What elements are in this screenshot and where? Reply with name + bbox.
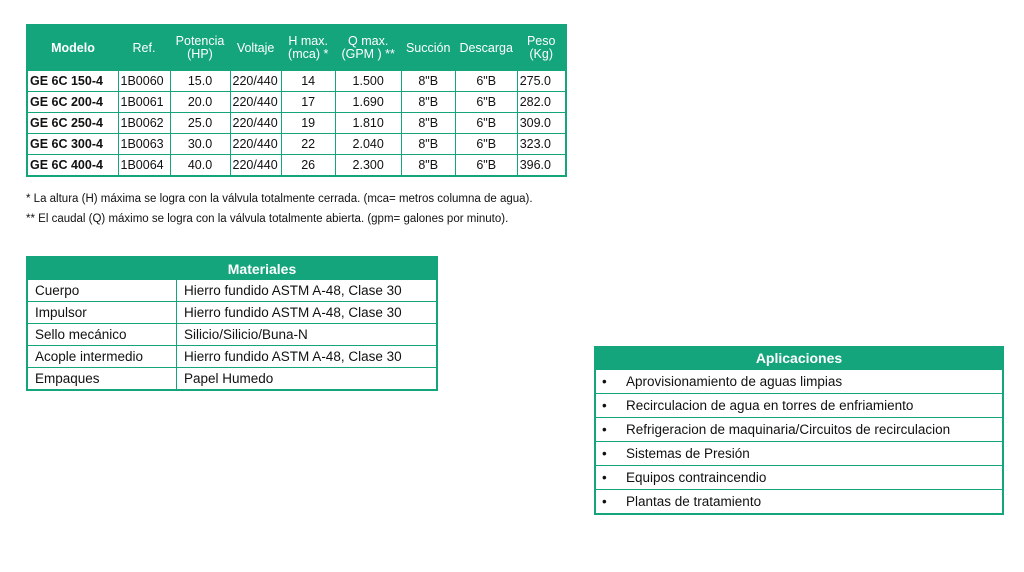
header-succion: Succión	[401, 25, 455, 71]
cell-voltaje: 220/440	[230, 71, 281, 92]
bullet-icon: •	[602, 374, 607, 389]
list-item-text: Sistemas de Presión	[626, 446, 750, 461]
cell-potencia: 30.0	[170, 134, 230, 155]
cell-ref: 1B0062	[118, 113, 170, 134]
cell-succion: 8"B	[401, 113, 455, 134]
cell-potencia: 40.0	[170, 155, 230, 177]
material-part: Sello mecánico	[27, 324, 177, 346]
cell-modelo: GE 6C 400-4	[27, 155, 118, 177]
cell-potencia: 20.0	[170, 92, 230, 113]
bullet-icon: •	[602, 470, 607, 485]
cell-peso: 309.0	[517, 113, 566, 134]
materiales-table	[26, 256, 438, 391]
cell-peso: 282.0	[517, 92, 566, 113]
material-value: Hierro fundido ASTM A-48, Clase 30	[177, 346, 438, 368]
list-item-text: Equipos contraincendio	[626, 470, 767, 485]
cell-peso: 275.0	[517, 71, 566, 92]
cell-peso: 396.0	[517, 155, 566, 177]
cell-peso: 323.0	[517, 134, 566, 155]
material-part: Impulsor	[27, 302, 177, 324]
table-row	[27, 368, 437, 391]
cell-q-max: 1.810	[335, 113, 401, 134]
header-voltaje: Voltaje	[230, 25, 281, 71]
cell-q-max: 1.690	[335, 92, 401, 113]
bullet-icon: •	[602, 446, 607, 461]
cell-voltaje: 220/440	[230, 113, 281, 134]
cell-modelo: GE 6C 150-4	[27, 71, 118, 92]
list-item	[596, 417, 1002, 441]
cell-modelo: GE 6C 250-4	[27, 113, 118, 134]
cell-descarga: 6"B	[455, 92, 517, 113]
list-item-text: Recirculacion de agua en torres de enfriamiento	[626, 398, 914, 413]
header-q-max: Q max. (GPM ) **	[335, 25, 401, 71]
list-item	[596, 465, 1002, 489]
header-descarga: Descarga	[455, 25, 517, 71]
list-item	[596, 393, 1002, 417]
cell-descarga: 6"B	[455, 71, 517, 92]
footnote-h-max: * La altura (H) máxima se logra con la válvula totalmente cerrada. (mca= metros columna de agua).	[26, 193, 533, 205]
table-row	[27, 71, 566, 92]
table-row	[27, 113, 566, 134]
cell-ref: 1B0063	[118, 134, 170, 155]
table-row	[27, 280, 437, 302]
material-part: Cuerpo	[27, 280, 177, 302]
cell-succion: 8"B	[401, 92, 455, 113]
header-h-max: H max. (mca) *	[281, 25, 335, 71]
cell-modelo: GE 6C 300-4	[27, 134, 118, 155]
material-value: Hierro fundido ASTM A-48, Clase 30	[177, 302, 438, 324]
materiales-title-text: Materiales	[227, 260, 297, 277]
cell-voltaje: 220/440	[230, 134, 281, 155]
list-item-text: Refrigeracion de maquinaria/Circuitos de recirculacion	[626, 422, 951, 437]
cell-q-max: 1.500	[335, 71, 401, 92]
bullet-icon: •	[602, 398, 607, 413]
material-part: Empaques	[27, 368, 177, 391]
cell-potencia: 15.0	[170, 71, 230, 92]
material-part: Acople intermedio	[27, 346, 177, 368]
table-row	[27, 134, 566, 155]
table-row	[27, 302, 437, 324]
cell-succion: 8"B	[401, 134, 455, 155]
table-row	[27, 92, 566, 113]
header-ref: Ref.	[118, 25, 170, 71]
cell-descarga: 6"B	[455, 155, 517, 177]
header-modelo: Modelo	[27, 25, 118, 71]
spec-header-row	[27, 25, 566, 71]
cell-q-max: 2.300	[335, 155, 401, 177]
table-row	[27, 346, 437, 368]
cell-h-max: 17	[281, 92, 335, 113]
list-item-text: Plantas de tratamiento	[626, 494, 762, 509]
cell-h-max: 26	[281, 155, 335, 177]
cell-succion: 8"B	[401, 155, 455, 177]
list-item	[596, 441, 1002, 465]
material-value: Hierro fundido ASTM A-48, Clase 30	[177, 280, 438, 302]
aplicaciones-box	[594, 346, 1004, 515]
cell-succion: 8"B	[401, 71, 455, 92]
cell-q-max: 2.040	[335, 134, 401, 155]
cell-descarga: 6"B	[455, 134, 517, 155]
cell-ref: 1B0064	[118, 155, 170, 177]
header-potencia: Potencia (HP)	[170, 25, 230, 71]
list-item	[596, 369, 1002, 393]
cell-potencia: 25.0	[170, 113, 230, 134]
cell-modelo: GE 6C 200-4	[27, 92, 118, 113]
aplicaciones-title: Aplicaciones	[596, 348, 1002, 369]
cell-voltaje: 220/440	[230, 155, 281, 177]
cell-h-max: 22	[281, 134, 335, 155]
material-value: Papel Humedo	[177, 368, 438, 391]
table-row	[27, 324, 437, 346]
header-peso: Peso (Kg)	[517, 25, 566, 71]
footnote-q-max: ** El caudal (Q) máximo se logra con la válvula totalmente abierta. (gpm= galones por minuto).	[26, 213, 509, 225]
cell-h-max: 19	[281, 113, 335, 134]
cell-descarga: 6"B	[455, 113, 517, 134]
cell-voltaje: 220/440	[230, 92, 281, 113]
cell-ref: 1B0060	[118, 71, 170, 92]
bullet-icon: •	[602, 422, 607, 437]
table-row	[27, 155, 566, 177]
material-value: Silicio/Silicio/Buna-N	[177, 324, 438, 346]
spec-table	[26, 24, 567, 177]
list-item	[596, 489, 1002, 513]
materiales-title	[27, 257, 437, 280]
cell-ref: 1B0061	[118, 92, 170, 113]
list-item-text: Aprovisionamiento de aguas limpias	[626, 374, 843, 389]
cell-h-max: 14	[281, 71, 335, 92]
bullet-icon: •	[602, 494, 607, 509]
